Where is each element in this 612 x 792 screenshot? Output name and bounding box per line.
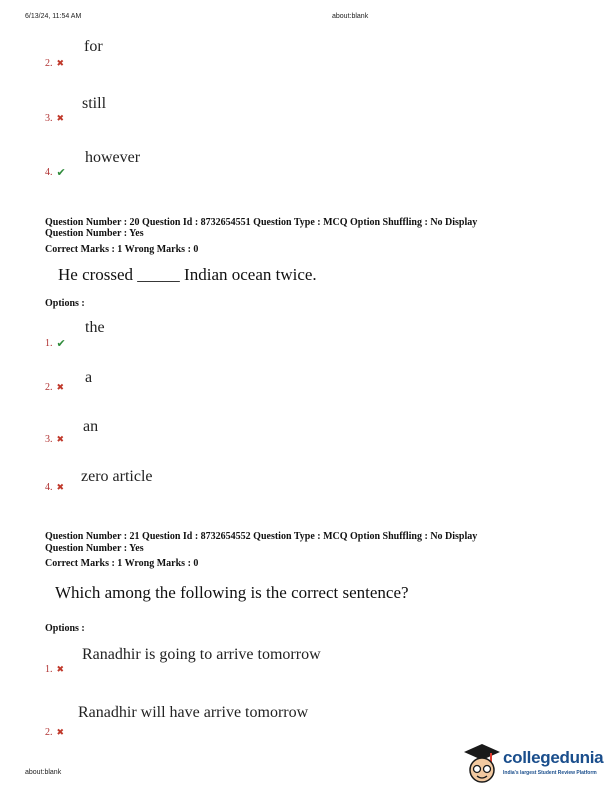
question-marks: Correct Marks : 1 Wrong Marks : 0 [45, 558, 199, 569]
option-number: 4. ✔ [45, 166, 66, 179]
option-number: 2. ✖ [45, 727, 65, 738]
print-footer-url: about:blank [25, 769, 62, 776]
option-number: 4. ✖ [45, 482, 65, 493]
option-text: zero article [81, 468, 153, 485]
option-number: 1. ✖ [45, 664, 65, 675]
question-text: He crossed _____ Indian ocean twice. [58, 265, 317, 284]
option-text: the [85, 319, 105, 336]
cross-mark-icon: ✖ [56, 482, 65, 493]
cross-mark-icon: ✖ [56, 113, 65, 124]
option-number: 3. ✖ [45, 113, 65, 124]
collegedunia-logo [463, 742, 608, 788]
option-text: Ranadhir will have arrive tomorrow [78, 704, 309, 721]
check-mark-icon: ✔ [56, 166, 66, 179]
cross-mark-icon: ✖ [56, 664, 65, 675]
print-url: about:blank [332, 13, 369, 20]
graduation-mascot-icon [463, 742, 501, 786]
option-text: still [82, 95, 107, 112]
option-number: 2. ✖ [45, 58, 65, 69]
cross-mark-icon: ✖ [56, 382, 65, 393]
cross-mark-icon: ✖ [56, 58, 65, 69]
cross-mark-icon: ✖ [56, 434, 65, 445]
question-meta: Question Number : 20 Question Id : 8732654551 Question Type : MCQ Option Shuffling : No Display [45, 217, 478, 228]
print-datetime: 6/13/24, 11:54 AM [25, 13, 82, 20]
cross-mark-icon: ✖ [56, 727, 65, 738]
option-text: Ranadhir is going to arrive tomorrow [82, 646, 321, 663]
question-meta: Question Number : 21 Question Id : 8732654552 Question Type : MCQ Option Shuffling : No Display [45, 531, 478, 542]
question-meta: Question Number : Yes [45, 543, 144, 554]
option-text: however [85, 149, 141, 166]
option-number: 2. ✖ [45, 382, 65, 393]
options-label: Options : [45, 298, 85, 309]
question-meta: Question Number : Yes [45, 228, 144, 239]
question-marks: Correct Marks : 1 Wrong Marks : 0 [45, 244, 199, 255]
options-label: Options : [45, 623, 85, 634]
question-text: Which among the following is the correct sentence? [55, 583, 409, 602]
option-number: 1. ✔ [45, 337, 66, 350]
option-text: an [83, 418, 99, 435]
check-mark-icon: ✔ [56, 337, 66, 350]
option-number: 3. ✖ [45, 434, 65, 445]
option-text: for [84, 38, 103, 55]
option-text: a [85, 369, 93, 386]
logo-tagline: India's largest Student Review Platform [503, 770, 597, 776]
logo-name: collegedunia [503, 748, 604, 767]
